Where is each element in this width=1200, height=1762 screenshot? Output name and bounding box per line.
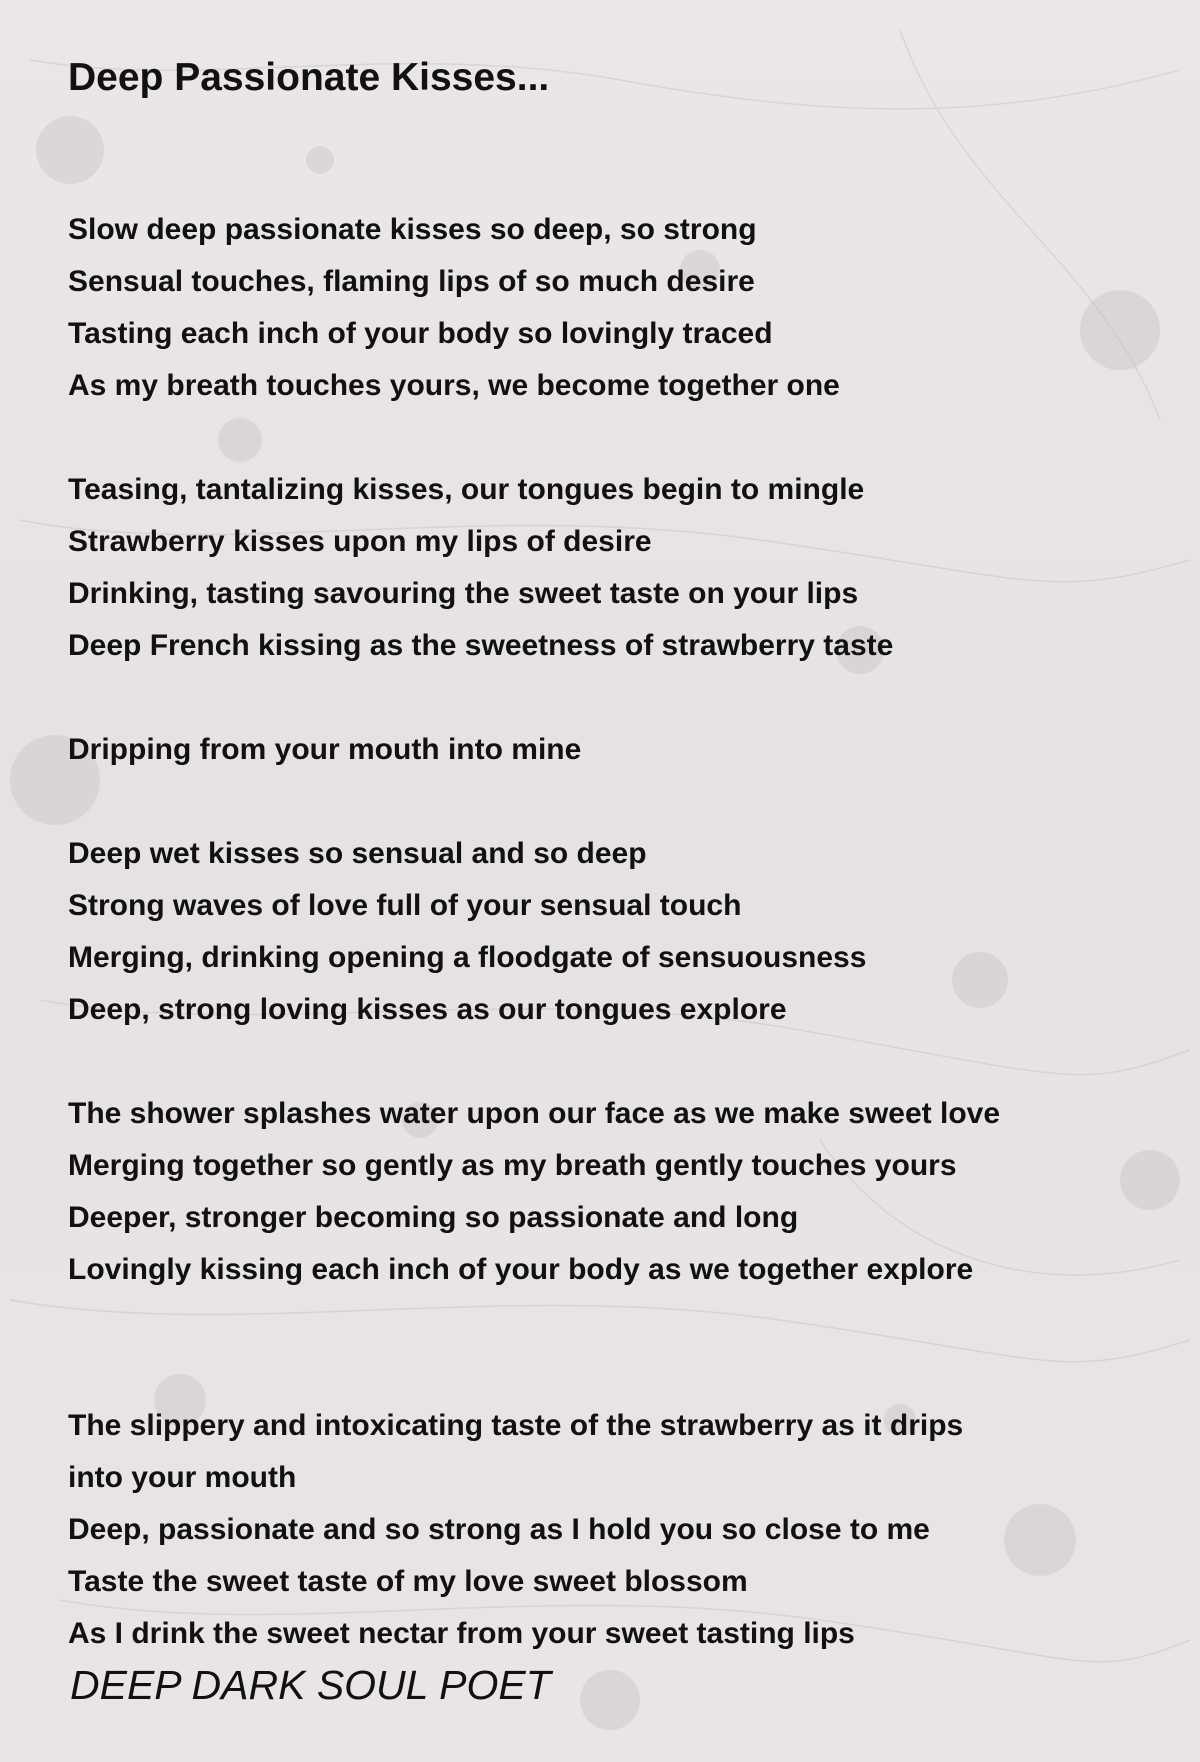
- poem-line: Merging, drinking opening a floodgate of sensuousness: [68, 941, 867, 974]
- poem-title: Deep Passionate Kisses...: [68, 56, 550, 99]
- stanza-break: [68, 412, 1148, 464]
- poem-line: Taste the sweet taste of my love sweet blossom: [68, 1565, 748, 1598]
- poem-line: The slippery and intoxicating taste of the strawberry as it drips: [68, 1409, 964, 1442]
- poem-line: As my breath touches yours, we become together one: [68, 369, 840, 402]
- poem-body: [68, 204, 1148, 1660]
- stanza-break: [68, 776, 1148, 828]
- poem-line: Teasing, tantalizing kisses, our tongues begin to mingle: [68, 473, 865, 506]
- poem-line: As I drink the sweet nectar from your sweet tasting lips: [68, 1617, 855, 1650]
- stanza-break: [68, 672, 1148, 724]
- stanza-break: [68, 1036, 1148, 1088]
- poem-line: Sensual touches, flaming lips of so much desire: [68, 265, 755, 298]
- poem-line: Tasting each inch of your body so lovingly traced: [68, 317, 773, 350]
- poem-line: into your mouth: [68, 1461, 297, 1494]
- poem-line: Deep French kissing as the sweetness of strawberry taste: [68, 629, 894, 662]
- poem-line: Dripping from your mouth into mine: [68, 733, 582, 766]
- poem-line: Deep, passionate and so strong as I hold you so close to me: [68, 1513, 930, 1546]
- poem-content: [68, 54, 1148, 1660]
- poem-line: The shower splashes water upon our face as we make sweet love: [68, 1097, 1001, 1130]
- poem-line: Slow deep passionate kisses so deep, so strong: [68, 213, 757, 246]
- stanza-break: [68, 1348, 1148, 1400]
- stanza-break: [68, 1296, 1148, 1348]
- poem-line: Strawberry kisses upon my lips of desire: [68, 525, 652, 558]
- poem-line: Deeper, stronger becoming so passionate and long: [68, 1201, 799, 1234]
- poem-author: DEEP DARK SOUL POET: [70, 1662, 551, 1708]
- poem-line: Strong waves of love full of your sensual touch: [68, 889, 742, 922]
- poem-line: Deep, strong loving kisses as our tongues explore: [68, 993, 787, 1026]
- poem-line: Merging together so gently as my breath gently touches yours: [68, 1149, 957, 1182]
- poem-line: Drinking, tasting savouring the sweet taste on your lips: [68, 577, 859, 610]
- poem-line: Deep wet kisses so sensual and so deep: [68, 837, 647, 870]
- poem-line: Lovingly kissing each inch of your body as we together explore: [68, 1253, 974, 1286]
